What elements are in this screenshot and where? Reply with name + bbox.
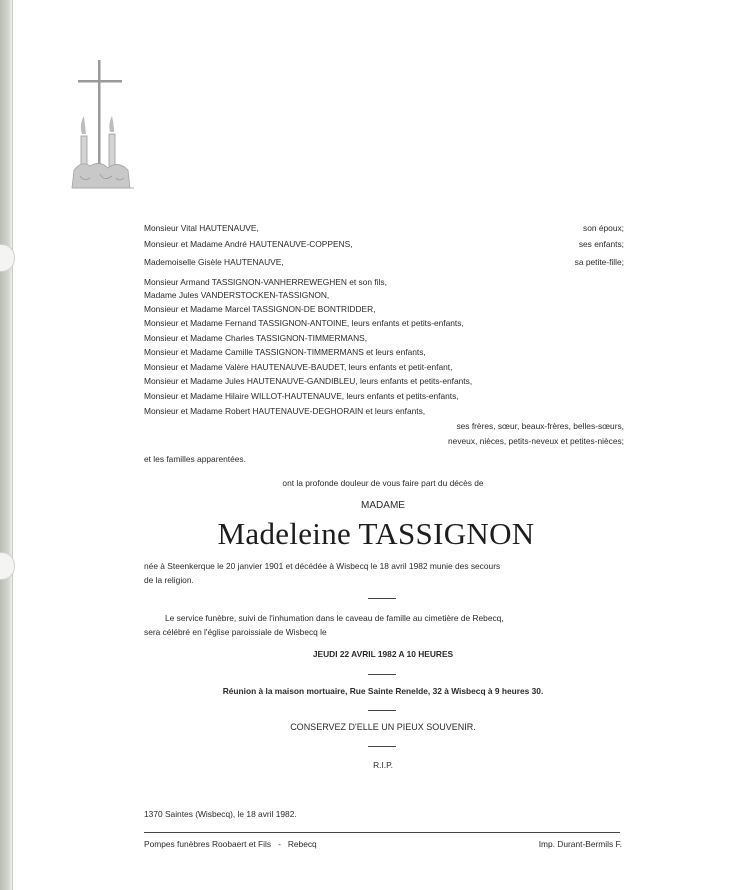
granddaughter-name: Mademoiselle Gisèle HAUTENAUVE, [144,257,284,267]
family-line: Monsieur et Madame Hilaire WILLOT-HAUTENAUVE, leurs enfants et petits-enfants, [144,391,459,401]
service-date: JEUDI 22 AVRIL 1982 A 10 HEURES [312,649,454,659]
announcement: ont la profonde douleur de vous faire part du décès de [282,478,484,488]
family-line: Monsieur et Madame Valère HAUTENAUVE-BAUDET, leurs enfants et petit-enfant, [144,362,453,372]
siblings-line-2: neveux, nièces, petits-neveux et petites-nièces; [448,436,624,446]
memory-line: CONSERVEZ D'ELLE UN PIEUX SOUVENIR. [290,722,476,732]
separator [368,710,396,711]
family-line: Monsieur et Madame Jules HAUTENAUVE-GANDIBLEU, leurs enfants et petits-enfants, [144,376,473,386]
spouse-name: Monsieur Vital HAUTENAUVE, [144,223,259,233]
spouse-relation: son époux; [583,223,624,233]
family-line: Monsieur Armand TASSIGNON-VANHERREWEGHEN et son fils, [144,277,387,287]
family-line: Monsieur et Madame Robert HAUTENAUVE-DEGHORAIN et leurs enfants, [144,406,426,416]
family-line: Monsieur et Madame Camille TASSIGNON-TIMMERMANS et leurs enfants, [144,347,426,357]
siblings-line-1: ses frères, sœur, beaux-frères, belles-sœurs, [456,421,624,431]
page-edge-line [12,0,13,890]
rip: R.I.P. [373,760,393,770]
family-line: Monsieur et Madame Charles TASSIGNON-TIMMERMANS, [144,333,368,343]
children-name: Monsieur et Madame André HAUTENAUVE-COPPENS, [144,239,353,249]
footer-rule [144,832,620,833]
separator [368,598,396,599]
family-line: Madame Jules VANDERSTOCKEN-TASSIGNON, [144,290,330,300]
title-madame: MADAME [361,500,405,511]
service-line-2: sera célébré en l'église paroissiale de Wisbecq le [144,627,327,637]
deceased-name: Madeleine TASSIGNON [217,516,535,551]
place-date: 1370 Saintes (Wisbecq), le 18 avril 1982. [144,809,297,819]
page-binding-edge [0,0,12,890]
cross-candles-emblem [64,52,140,202]
children-relation: ses enfants; [578,239,624,249]
separator [368,674,396,675]
service-line-1: Le service funèbre, suivi de l'inhumation dans le caveau de famille au cimetière de Rebecq, [165,613,504,623]
family-line: Monsieur et Madame Fernand TASSIGNON-ANTOINE, leurs enfants et petits-enfants, [144,318,464,328]
family-line: Monsieur et Madame Marcel TASSIGNON-DE BONTRIDDER, [144,304,376,314]
birth-line-2: de la religion. [144,575,194,585]
granddaughter-relation: sa petite-fille; [574,257,624,267]
separator [368,746,396,747]
funeral-home: Pompes funèbres Roobaert et Fils - Rebecq [144,839,317,849]
printer: Imp. Durant-Bermils F. [538,839,622,849]
meeting-info: Réunion à la maison mortuaire, Rue Sainte Renelde, 32 à Wisbecq à 9 heures 30. [222,686,544,696]
families-line: et les familles apparentées. [144,454,246,464]
birth-line-1: née à Steenkerque le 20 janvier 1901 et décédée à Wisbecq le 18 avril 1982 munie des secours [144,561,501,571]
